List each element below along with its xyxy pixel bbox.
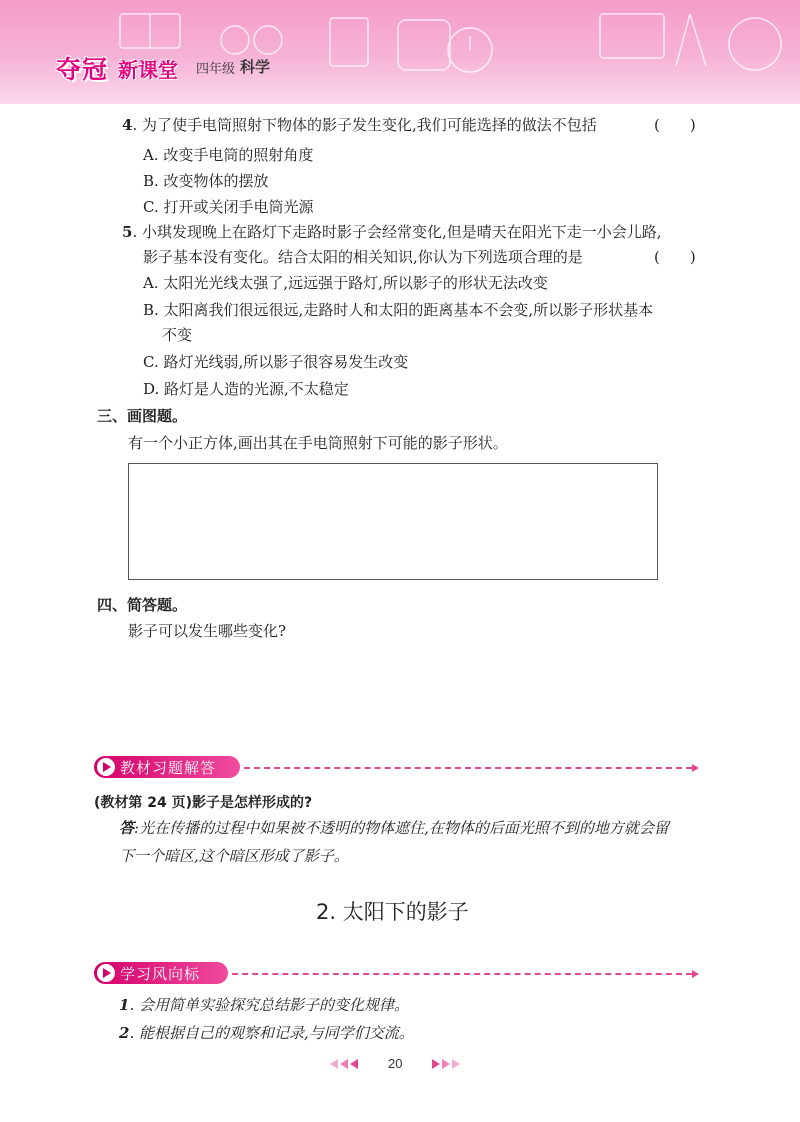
learning-guide-banner-label: 学习风向标 <box>120 964 201 983</box>
answer-label: 答 <box>119 819 135 837</box>
q4-option-b: B. 改变物体的摆放 <box>143 172 269 190</box>
section4-prompt: 影子可以发生哪些变化? <box>128 622 287 640</box>
play-icon <box>97 758 115 776</box>
subject-label: 科学 <box>240 58 271 76</box>
textbook-answer-line1 <box>119 818 669 838</box>
rule-arrow-icon <box>692 764 699 772</box>
q5-text: . 小琪发现晚上在路灯下走路时影子会经常变化,但是晴天在阳光下走一小会儿路, <box>132 223 662 241</box>
q4-option-a: A. 改变手电筒的照射角度 <box>143 146 314 164</box>
glasses-left-doodle <box>221 26 249 54</box>
section4-title: 四、简答题。 <box>97 596 188 614</box>
glasses-right-doodle <box>254 26 282 54</box>
learning-goal-2 <box>119 1023 414 1043</box>
open-book-doodle <box>600 14 664 58</box>
q5-option-c: C. 路灯光线弱,所以影子很容易发生改变 <box>143 353 409 371</box>
rule-arrow-icon <box>692 970 699 978</box>
globe-doodle <box>729 18 781 70</box>
q4-number: 4 <box>122 116 133 134</box>
answer-text: :光在传播的过程中如果被不透明的物体遮住,在物体的后面光照不到的地方就会留 <box>134 819 669 837</box>
play-icon <box>97 964 115 982</box>
goal-text: . 能根据自己的观察和记录,与同学们交流。 <box>129 1024 414 1042</box>
goal-text: . 会用简单实验探究总结影子的变化规律。 <box>129 996 409 1014</box>
learning-goal-1 <box>119 995 409 1015</box>
grade-label: 四年级 <box>196 62 236 77</box>
next-arrow-icon <box>452 1059 460 1069</box>
q4-option-c: C. 打开或关闭手电筒光源 <box>143 198 314 216</box>
brand-logo-sub: 新课堂 <box>118 58 178 82</box>
goal-number: 1 <box>119 996 130 1014</box>
next-arrow-icon <box>432 1059 440 1069</box>
lesson-title: 2. 太阳下的影子 <box>316 900 469 924</box>
prev-arrow-icon <box>350 1059 358 1069</box>
q5-stem-line1 <box>122 222 662 242</box>
section3-title: 三、画图题。 <box>97 407 188 425</box>
compass-leg2-doodle <box>690 14 706 66</box>
learning-guide-banner <box>94 962 228 984</box>
q5-option-a: A. 太阳光光线太强了,远远强于路灯,所以影子的形状无法改变 <box>143 274 548 292</box>
textbook-answer-line2: 下一个暗区,这个暗区形成了影子。 <box>119 847 349 865</box>
header-doodles <box>0 0 800 104</box>
q4-stem <box>122 115 597 135</box>
next-arrow-icon <box>442 1059 450 1069</box>
section3-prompt: 有一个小正方体,画出其在手电筒照射下可能的影子形状。 <box>128 434 508 452</box>
textbook-answers-banner <box>94 756 240 778</box>
textbook-answers-banner-label: 教材习题解答 <box>120 758 217 777</box>
prev-arrow-icon <box>330 1059 338 1069</box>
compass-leg-doodle <box>676 14 690 66</box>
banner-dashed-rule <box>244 767 692 769</box>
q5-stem-line2: 影子基本没有变化。结合太阳的相关知识,你认为下列选项合理的是 <box>143 248 583 266</box>
drawing-answer-box[interactable] <box>128 463 658 580</box>
page-footer <box>330 1056 460 1071</box>
notebook-doodle <box>330 18 368 66</box>
bag-doodle <box>398 20 450 70</box>
q5-option-b-line2: 不变 <box>162 326 193 344</box>
goal-number: 2 <box>119 1024 130 1042</box>
q4-text: . 为了使手电筒照射下物体的影子发生变化,我们可能选择的做法不包括 <box>132 116 597 134</box>
prev-arrow-icon <box>340 1059 348 1069</box>
q5-option-b-line1: B. 太阳离我们很远很远,走路时人和太阳的距离基本不会变,所以影子形状基本 <box>143 301 654 319</box>
brand-logo-main: 夺冠 <box>56 55 109 84</box>
q5-option-d: D. 路灯是人造的光源,不太稳定 <box>143 380 349 398</box>
q5-number: 5 <box>122 223 133 241</box>
textbook-question: (教材第 24 页)影子是怎样形成的? <box>94 795 313 811</box>
page-number: 20 <box>388 1056 403 1071</box>
banner-dashed-rule <box>232 973 692 975</box>
q4-answer-paren: ( ) <box>654 116 696 134</box>
q5-answer-paren: ( ) <box>654 248 696 266</box>
